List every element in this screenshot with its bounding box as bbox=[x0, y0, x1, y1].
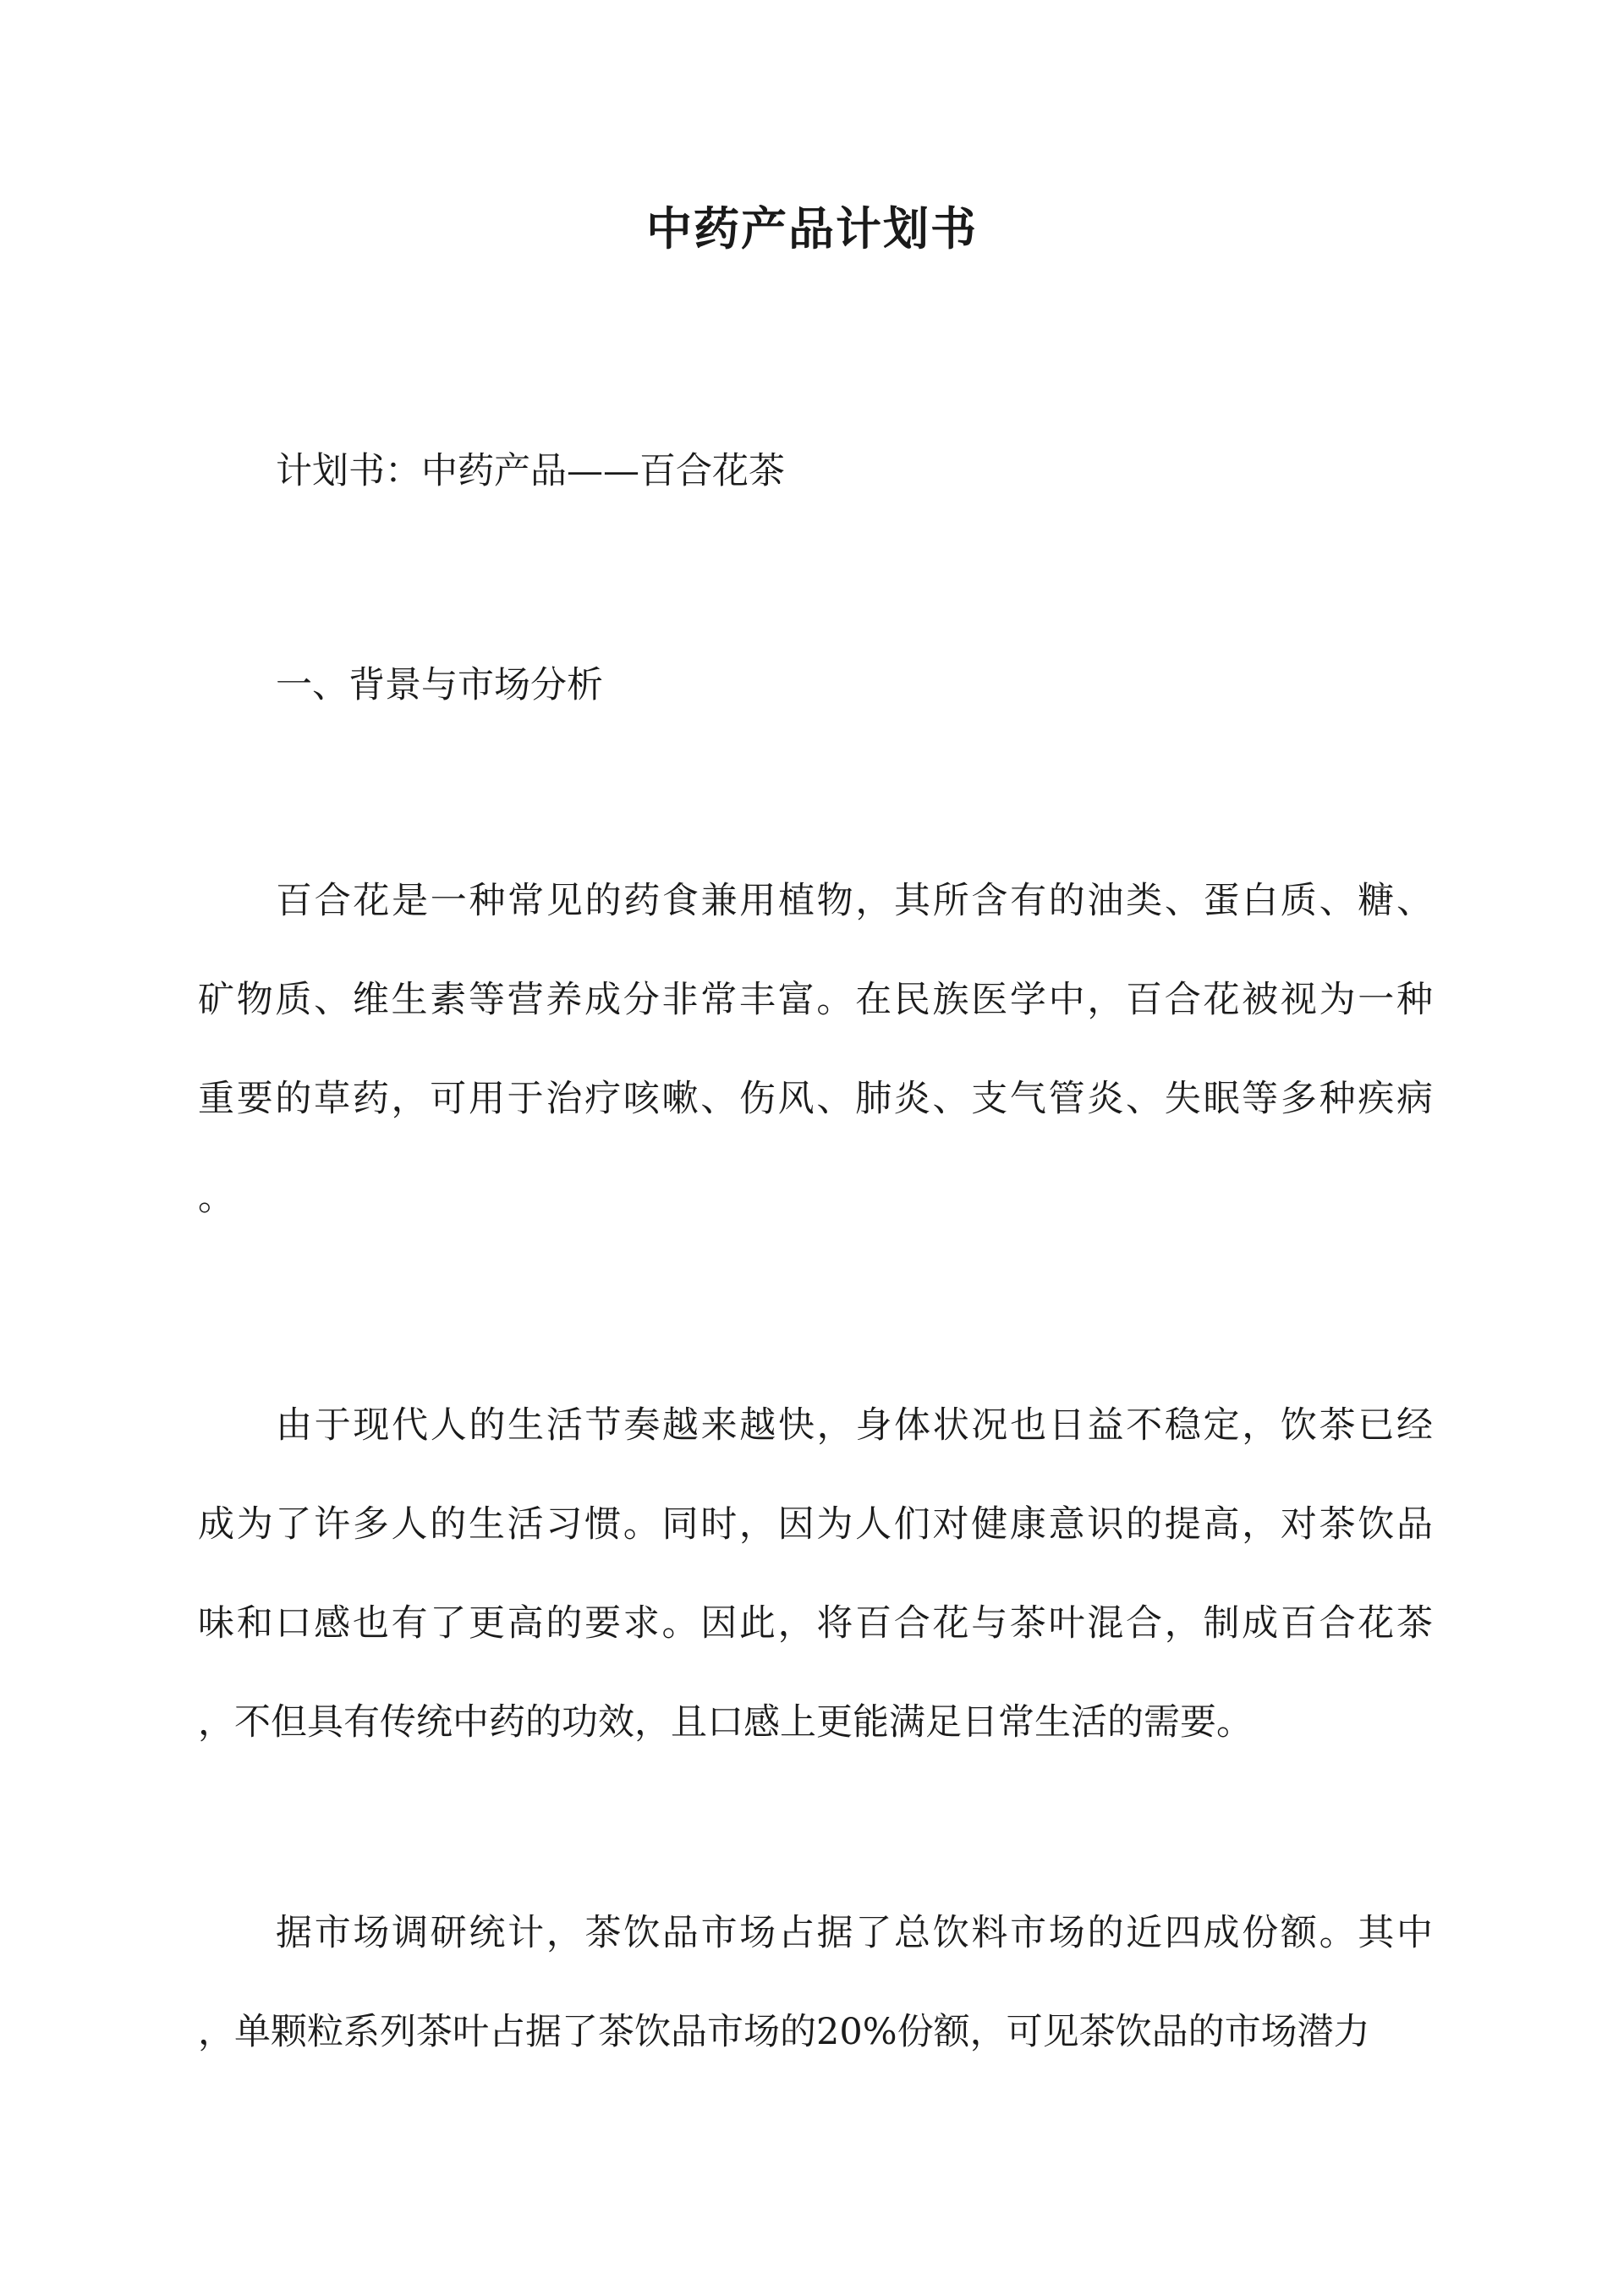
paragraph-lily-introduction bbox=[198, 876, 1433, 1272]
section-heading-background: 一、背景与市场分析 bbox=[276, 664, 603, 706]
paragraph-market-research bbox=[198, 1908, 1433, 2106]
paragraph-line: ，单颗粒系列茶叶占据了茶饮品市场的20%份额，可见茶饮品的市场潜力 bbox=[198, 2011, 1370, 2053]
paragraph-modern-lifestyle bbox=[198, 1400, 1433, 1796]
paragraph-line: 。 bbox=[198, 1177, 234, 1219]
paragraph-line: 百合花是一种常见的药食兼用植物，其所含有的油类、蛋白质、糖、 bbox=[276, 880, 1433, 922]
paragraph-line: 成为了许多人的生活习惯。同时，因为人们对健康意识的提高，对茶饮品 bbox=[198, 1503, 1433, 1546]
paragraph-line: 据市场调研统计，茶饮品市场占据了总饮料市场的近四成份额。其中 bbox=[276, 1912, 1433, 1954]
paragraph-line: 由于现代人的生活节奏越来越快，身体状况也日益不稳定，饮茶已经 bbox=[276, 1404, 1433, 1447]
plan-subtitle: 计划书：中药产品——百合花茶 bbox=[276, 450, 785, 492]
paragraph-line: 味和口感也有了更高的要求。因此，将百合花与茶叶混合，制成百合花茶 bbox=[198, 1602, 1433, 1645]
paragraph-line: ，不但具有传统中药的功效，且口感上更能满足日常生活的需要。 bbox=[198, 1701, 1253, 1744]
document-title: 中药产品计划书 bbox=[646, 201, 978, 255]
paragraph-line: 重要的草药，可用于治疗咳嗽、伤风、肺炎、支气管炎、失眠等多种疾病 bbox=[198, 1078, 1433, 1120]
paragraph-line: 矿物质、维生素等营养成分非常丰富。在民族医学中，百合花被视为一种 bbox=[198, 979, 1433, 1021]
